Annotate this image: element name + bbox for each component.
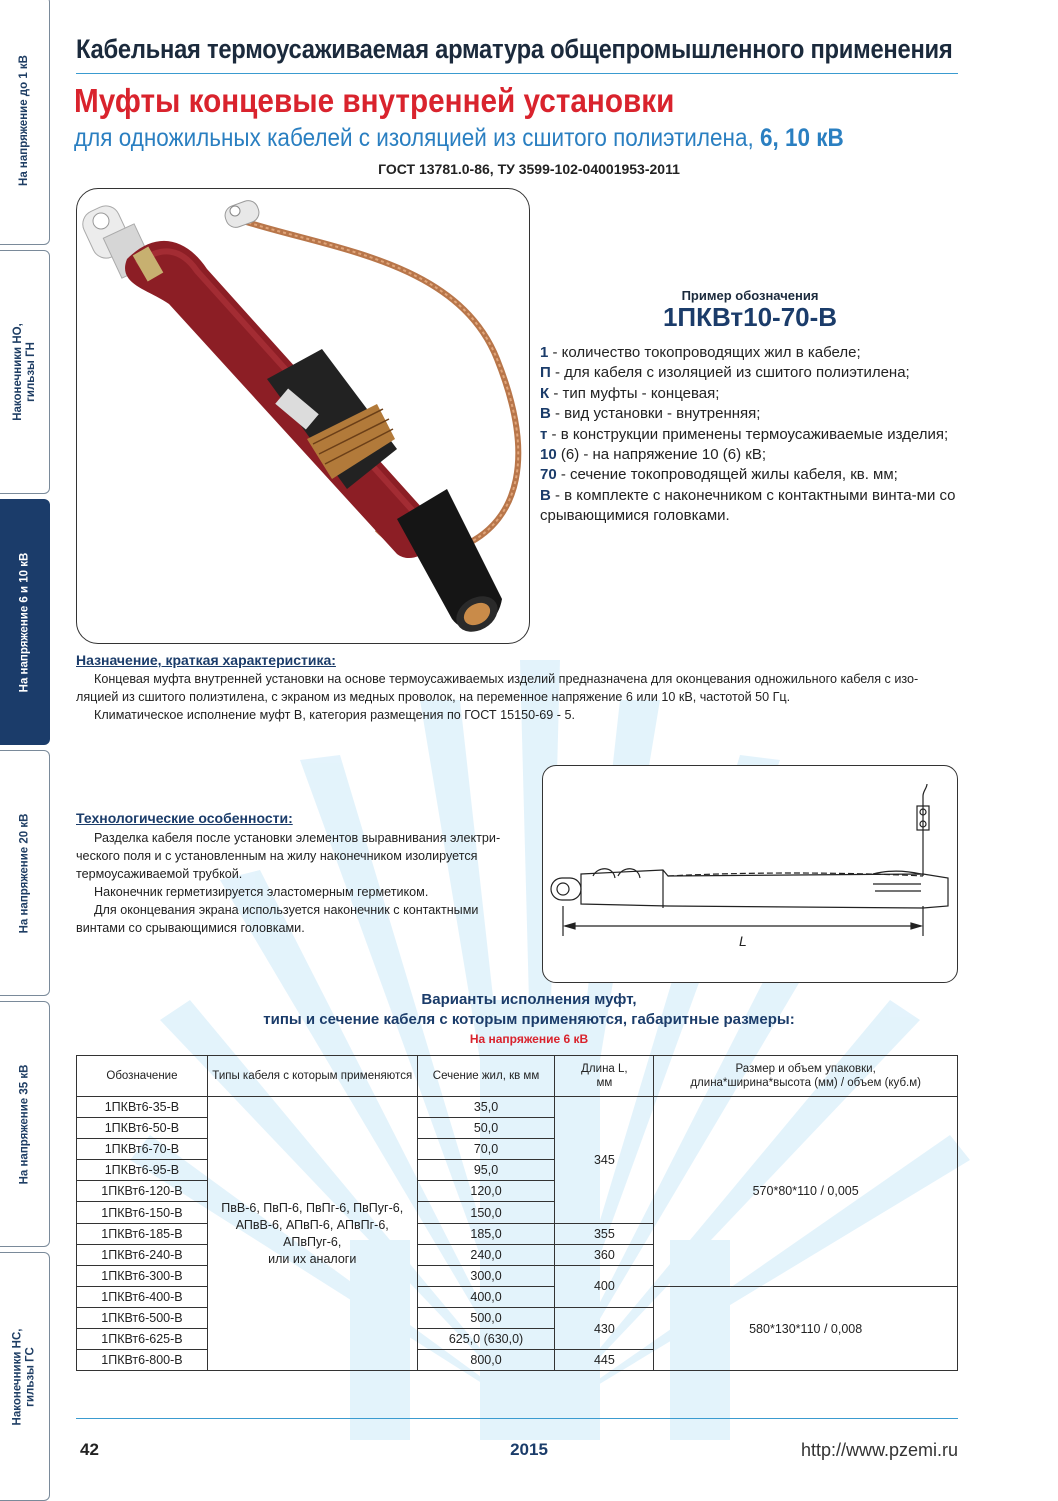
tech-paragraph: Разделка кабеля после установки элементов выравнивания электри-ческого поля и с установленным на жилу наконечником изолируется термоусаживаемой трубкой. [76,831,501,881]
cell-designation: 1ПКВт6-300-В [77,1265,208,1286]
cell-section: 500,0 [417,1307,555,1328]
table-subtitle: На напряжение 6 кВ [469,1032,589,1046]
table-title-line: Варианты исполнения муфт, [421,991,637,1008]
cell-designation: 1ПКВт6-35-В [77,1097,208,1118]
technical-drawing [543,766,957,982]
col-header-package: Размер и объем упаковки, длина*ширина*высота (мм) / объем (куб.м) [654,1056,958,1097]
cell-length: 445 [555,1350,654,1371]
header-title: Кабельная термоусаживаемая арматура общепромышленного применения [76,34,953,64]
legend-item: 1 - количество токопроводящих жил в кабеле; [540,344,861,361]
example-code: 1ПКВт10-70-В [662,302,838,332]
table-row [77,1097,958,1118]
cell-package: 570*80*110 / 0,005 [654,1097,958,1287]
cell-designation: 1ПКВт6-400-В [77,1286,208,1307]
side-tab-label: Наконечники НС, гильзы ГС [11,1328,37,1425]
tech-text [76,829,528,937]
side-tab-label: На напряжение 20 кВ [18,813,31,933]
cell-length: 400 [555,1265,654,1307]
tech-heading: Технологические особенности: [76,810,293,826]
col-header-designation: Обозначение [77,1056,208,1097]
cell-section: 400,0 [417,1286,555,1307]
side-tab-lugs-ns[interactable] [0,1252,50,1501]
technical-drawing-frame [542,765,958,983]
table-title-line: типы и сечение кабеля с которым применяются, габаритные размеры: [263,1011,795,1028]
cell-section: 120,0 [417,1181,555,1202]
side-tab-label: На напряжение до 1 кВ [18,55,31,186]
cell-section: 300,0 [417,1265,555,1286]
cell-package: 580*130*110 / 0,008 [654,1286,958,1370]
cell-designation: 1ПКВт6-50-В [77,1118,208,1139]
side-tab-up-to-1kv[interactable] [0,0,50,245]
table-title [0,990,1058,1030]
side-tab-20kv[interactable] [0,750,50,996]
legend-item: П - для кабеля с изоляцией из сшитого полиэтилена; [540,364,910,382]
cell-section: 50,0 [417,1118,555,1139]
page-subtitle: для одножильных кабелей с изоляцией из сшитого полиэтилена, 6, 10 кВ [74,124,844,152]
gost-reference: ГОСТ 13781.0-86, ТУ 3599-102-04001953-2011 [378,161,680,177]
example-label: Пример обозначения [681,288,819,303]
table-header-row [77,1056,958,1097]
spec-table [76,1055,958,1371]
cell-cable-types: ПвВ-6, ПвП-6, ПвПг-6, ПвПуг-6, АПвВ-6, АПвП-6, АПвПг-6, АПвПуг-6, или их аналоги [207,1097,417,1371]
purpose-paragraph: Концевая муфта внутренней установки на основе термоусаживаемых изделий предназначена для оконцевания одножильного кабеля с изо-ляцией из сшитого полиэтилена, с экраном из медных проволок, на переменное напряжение 6 или 10 кВ, частотой 50 Гц. [76,672,919,704]
side-tab-label: На напряжение 35 кВ [18,1064,31,1184]
legend-item: К - тип муфты - концевая; [540,384,720,402]
header-rule [76,73,958,74]
designation-legend [540,343,960,527]
footer-rule [76,1418,958,1419]
purpose-text [76,670,960,724]
col-header-section: Сечение жил, кв мм [417,1056,555,1097]
page-number: 42 [80,1440,99,1459]
cell-section: 95,0 [417,1160,555,1181]
tech-paragraph: Для оконцевания экрана используется наконечник с контактными винтами со срывающимися головками. [76,903,479,935]
legend-item: 10 (6) - на напряжение 10 (6) кВ; [540,446,766,464]
cell-designation: 1ПКВт6-185-В [77,1223,208,1244]
cell-section: 800,0 [417,1350,555,1371]
cell-designation: 1ПКВт6-240-В [77,1244,208,1265]
cable-termination-illustration [77,189,529,643]
cell-designation: 1ПКВт6-500-В [77,1307,208,1328]
cell-designation: 1ПКВт6-625-В [77,1329,208,1350]
col-header-length: Длина L, мм [555,1056,654,1097]
cell-section: 240,0 [417,1244,555,1265]
cell-designation: 1ПКВт6-120-В [77,1181,208,1202]
col-header-cable-types: Типы кабеля с которым применяются [207,1056,417,1097]
legend-item: 70 - сечение токопроводящей жилы кабеля, кв. мм; [540,466,898,484]
cell-length: 345 [555,1097,654,1224]
page-title: Муфты концевые внутренней установки [74,82,675,119]
legend-item: В - в комплекте с наконечником с контактными винта-ми со срывающимися головками. [540,486,956,525]
dimension-label: L [739,933,747,949]
cell-length: 360 [555,1244,654,1265]
cell-designation: 1ПКВт6-95-В [77,1160,208,1181]
legend-item: т - в конструкции применены термоусаживаемые изделия; [540,425,949,443]
cell-section: 35,0 [417,1097,555,1118]
cell-section: 625,0 (630,0) [417,1329,555,1350]
tech-paragraph: Наконечник герметизируется эластомерным герметиком. [94,885,429,899]
footer-url-link[interactable]: http://www.pzemi.ru [800,1440,958,1460]
cell-length: 430 [555,1307,654,1349]
cell-section: 70,0 [417,1139,555,1160]
purpose-paragraph: Климатическое исполнение муфт В, категория размещения по ГОСТ 15150-69 - 5. [94,708,575,722]
cell-designation: 1ПКВт6-150-В [77,1202,208,1223]
side-tab-label: На напряжение 6 и 10 кВ [18,552,30,692]
cell-section: 185,0 [417,1223,555,1244]
purpose-heading: Назначение, краткая характеристика: [76,652,336,668]
footer-year: 2015 [510,1440,548,1459]
cell-length: 355 [555,1223,654,1244]
cell-designation: 1ПКВт6-800-В [77,1350,208,1371]
cell-section: 150,0 [417,1202,555,1223]
cell-designation: 1ПКВт6-70-В [77,1139,208,1160]
side-tab-lugs-no[interactable] [0,250,50,494]
side-tab-label: Наконечники НО, гильзы ГН [11,323,37,421]
legend-item: В - вид установки - внутренняя; [540,405,761,423]
product-photo-frame [76,188,530,644]
side-tab-6-10kv[interactable] [0,499,50,745]
